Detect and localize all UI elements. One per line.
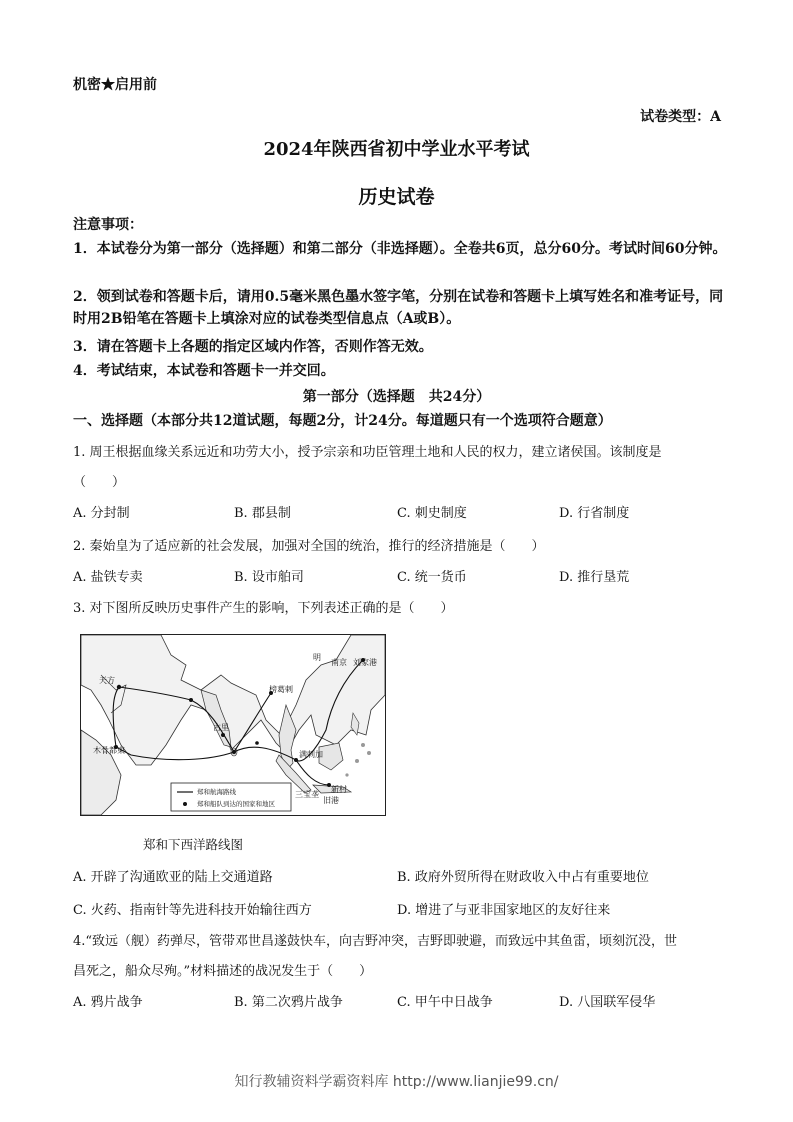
question-2-option-a: A. 盐铁专卖 [73,570,143,585]
zheng-he-voyage-map [80,634,386,816]
question-4-stem-cont: 昌死之，船众尽殉。”材料描述的战况发生于（ ） [73,964,373,979]
legend-places: 郑和船队到达的国家和地区 [197,800,275,808]
question-4-option-d: D. 八国联军侵华 [559,995,656,1010]
question-4-option-c: C. 甲午中日战争 [397,995,493,1010]
question-2-option-d: D. 推行垦荒 [559,570,630,585]
subject-title: 历史试卷 [358,186,435,208]
question-3-stem: 3. 对下图所反映历史事件产生的影响，下列表述正确的是（ ） [73,601,454,616]
question-1-blank: （ ） [73,475,126,490]
map-label-nanjing: 南京 [331,658,347,667]
legend-route: 郑和航海路线 [197,788,236,796]
question-2-stem: 2. 秦始皇为了适应新的社会发展，加强对全国的统治，推行的经济措施是（ ） [73,539,545,554]
map-label-xincun: 新村 [331,785,347,794]
part-title: 第一部分（选择题 共24分） [302,389,491,405]
question-4-stem: 4.“致远（舰）药弹尽，管带邓世昌遂鼓快车，向吉野冲突，吉野即驶避，而致远中其鱼雷，顷刻沉没，世 [73,934,678,949]
note-item: 4．考试结束，本试卷和答题卡一并交回。 [73,363,335,379]
question-3-option-c: C. 火药、指南针等先进科技开始输往西方 [73,903,312,918]
question-2-option-b: B. 设市舶司 [234,570,304,585]
question-3-option-a: A. 开辟了沟通欧亚的陆上交通道路 [73,870,273,885]
map-caption: 郑和下西洋路线图 [143,837,244,852]
question-2-option-c: C. 统一货币 [397,570,467,585]
map-label-manlajia: 满剌加 [299,750,323,759]
question-4-option-a: A. 鸦片战争 [73,995,143,1010]
map-label-tianfang: 天方 [99,676,115,685]
footer-watermark: 知行教辅资料学霸资料库 http://www.lianjie99.cn/ [234,1074,559,1090]
note-item: 3．请在答题卡上各题的指定区域内作答，否则作答无效。 [73,339,433,355]
map-label-ming: 明 [313,653,321,662]
map-label-jiuguang: 旧港 [323,796,339,805]
question-3-option-b: B. 政府外贸所得在财政收入中占有重要地位 [397,870,649,885]
question-4-option-b: B. 第二次鸦片战争 [234,995,343,1010]
map-label-guli: 古里 [213,723,229,732]
question-1-option-c: C. 刺史制度 [397,506,467,521]
note-item: 2．领到试卷和答题卡后，请用0.5毫米黑色墨水签字笔，分别在试卷和答题卡上填写姓名和准考证号，同时用2B铅笔在答题卡上填涂对应的试卷类型信息点（A或B）。 [73,289,724,327]
question-1-stem: 1. 周王根据血缘关系远近和功劳大小，授予宗亲和功臣管理土地和人民的权力，建立诸侯国。该制度是 [73,445,662,460]
question-1-option-d: D. 行省制度 [559,506,630,521]
map-label-sanbaolong: 三宝垄 [295,790,319,799]
question-1-option-a: A. 分封制 [73,506,130,521]
question-1-option-b: B. 郡县制 [234,506,291,521]
map-label-mugudushu: 木骨都束 [93,746,125,755]
section-title: 一、选择题（本部分共12道试题，每题2分，计24分。每道题只有一个选项符合题意） [73,413,612,429]
confidential-mark: 机密★启用前 [73,77,157,93]
notes-heading: 注意事项： [73,217,143,233]
map-label-bangela: 榜葛剌 [269,685,293,694]
exam-title: 2024年陕西省初中学业水平考试 [263,139,530,160]
question-3-option-d: D. 增进了与亚非国家地区的友好往来 [397,903,611,918]
paper-type: 试卷类型：A [640,109,721,125]
map-label-liujiagang: 刘家港 [353,658,377,667]
map-legend [171,783,291,811]
note-item: 1．本试卷分为第一部分（选择题）和第二部分（非选择题）。全卷共6页，总分60分。考试时间60分钟。 [73,241,727,257]
